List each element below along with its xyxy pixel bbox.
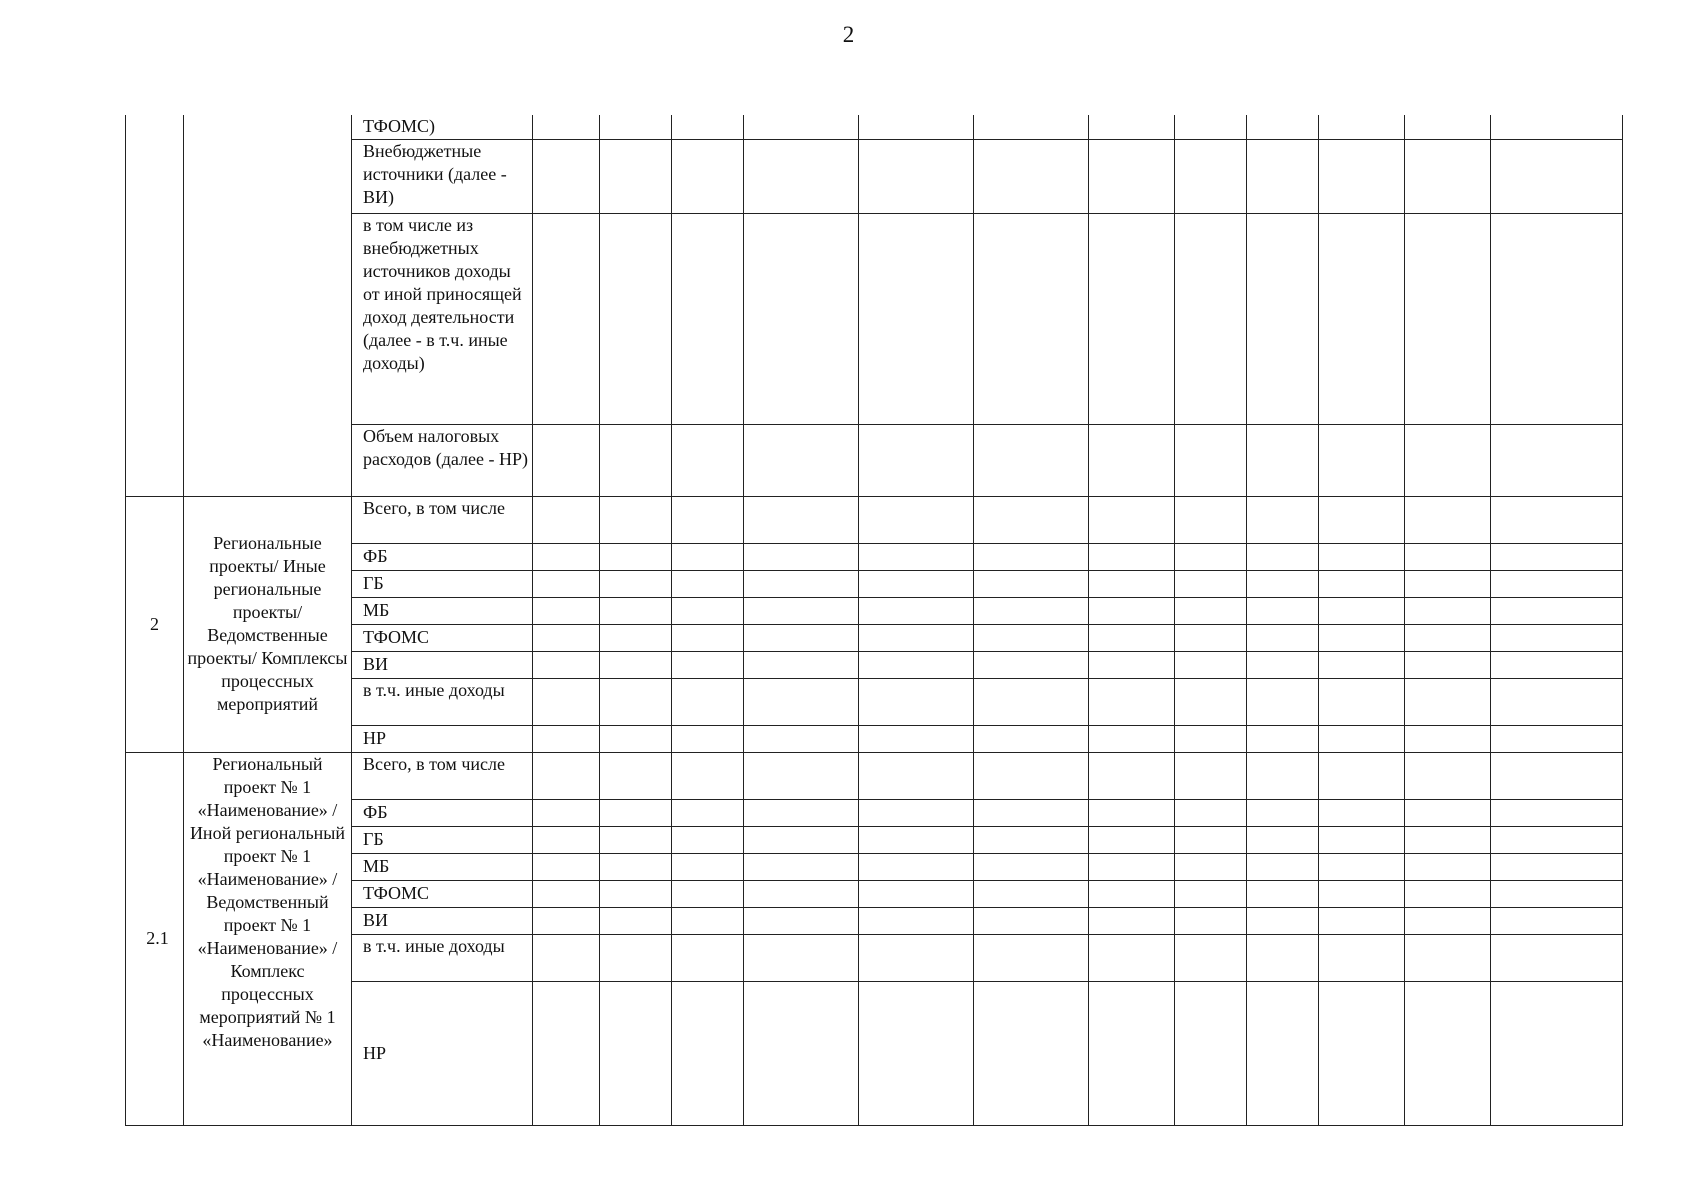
row-number: 2.1	[126, 752, 184, 1125]
page-number: 2	[842, 22, 855, 47]
source-label: Объем налоговых расходов (далее - НР)	[352, 424, 533, 496]
financing-table	[125, 115, 1623, 1126]
source-label: Внебюджетные источники (далее - ВИ)	[352, 139, 533, 213]
number-cell	[126, 115, 184, 496]
section-name: Региональные проекты/ Иные региональные проекты/ Ведомственные проекты/ Комплексы процессных мероприятий	[184, 496, 352, 752]
source-label: Всего, в том числе	[352, 752, 533, 799]
source-label: ТФОМС)	[352, 115, 533, 139]
source-label: в т.ч. иные доходы	[352, 934, 533, 981]
source-label: Всего, в том числе	[352, 496, 533, 543]
source-label: в том числе из внебюджетных источников доходы от иной приносящей доход деятельности (далее - в т.ч. иные доходы)	[352, 213, 533, 424]
source-label: НР	[352, 725, 533, 752]
name-cell	[184, 115, 352, 496]
source-label: МБ	[352, 597, 533, 624]
source-label: ГБ	[352, 570, 533, 597]
source-label: МБ	[352, 853, 533, 880]
source-label: ТФОМС	[352, 624, 533, 651]
source-label: ФБ	[352, 543, 533, 570]
source-label: НР	[352, 981, 533, 1125]
section-name: Региональный проект № 1 «Наименование» / Иной региональный проект № 1 «Наименование» / Ведомственный проект № 1 «Наименование» / Комплекс процессных мероприятий № 1 «Наименование»	[184, 752, 352, 1125]
source-label: в т.ч. иные доходы	[352, 678, 533, 725]
table-row	[126, 752, 1623, 799]
source-label: ГБ	[352, 826, 533, 853]
row-number: 2	[126, 496, 184, 752]
table-row	[126, 496, 1623, 543]
source-label: ФБ	[352, 799, 533, 826]
source-label: ВИ	[352, 907, 533, 934]
source-label: ВИ	[352, 651, 533, 678]
table-row	[126, 115, 1623, 139]
source-label: ТФОМС	[352, 880, 533, 907]
